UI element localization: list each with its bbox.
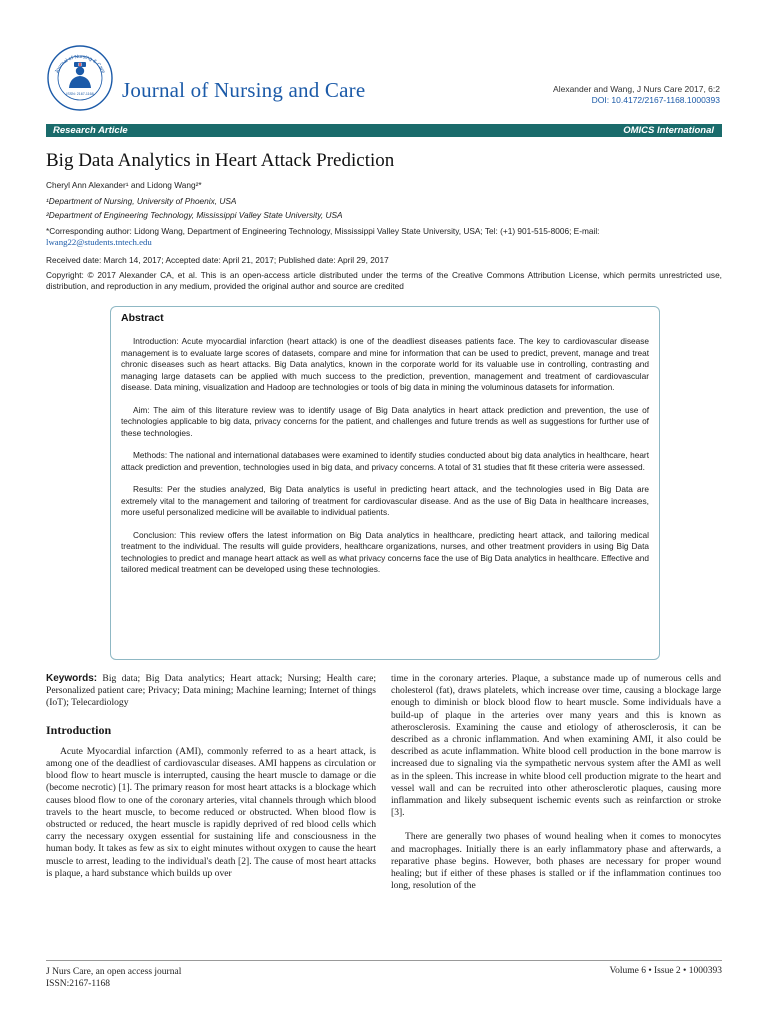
keywords-list: Big data; Big Data analytics; Heart attack; Nursing; Health care; Personalized patient care; Privacy; Data mining; Machine learning; Internet of things (IoT); Telecardiology xyxy=(46,673,376,709)
abstract-introduction: Introduction: Acute myocardial infarction (heart attack) is one of the deadliest diseases patients face. The key to cardiovascular disease management is to evaluate large scores of datasets, compare and mine for information that can be used to predict, prevent, manage and treat chronic diseases such as heart attacks. Big Data analytics, known in the corporate world for its valuable use in controlling, contrasting and managing large datasets can be applied with much success to the prediction, prevention, management and treatment of cardiovascular disease. Data mining, visualization and Hadoop are technologies or tools of big data in mining the voluminous datasets for information. xyxy=(121,336,649,392)
corresponding-author: *Corresponding author: Lidong Wang, Department of Engineering Technology, Mississippi Valley State University, USA; Tel: (+1) 901-515-8006; E-mail: lwang22@students.tntech.edu xyxy=(46,226,600,247)
abstract-methods: Methods: The national and international databases were examined to identify studies conducted about big data analytics in healthcare, heart attack prediction and prevention, technologies used in big data, and privacy concerns. A total of 31 studies that fit these criteria were assessed. xyxy=(121,450,649,472)
body-right-column xyxy=(391,673,721,892)
publisher-name: OMICS International xyxy=(623,125,714,136)
footer-journal-info xyxy=(46,966,181,990)
footer-divider xyxy=(46,960,722,961)
journal-title: Journal of Nursing and Care xyxy=(122,78,366,102)
article-dates: Received date: March 14, 2017; Accepted date: April 21, 2017; Published date: April 29, 2017 xyxy=(46,255,389,265)
footer-issn: ISSN:2167-1168 xyxy=(46,979,111,989)
intro-paragraph-3: There are generally two phases of wound healing when it comes to monocytes and macrophages. Initially there is an early inflammatory phase and afterwards, a reparative phase begins. However, both phases are necessary for proper wound healing; but if either of these phases is stalled or if the inflammation continues too long, resolution of the xyxy=(391,831,721,892)
keywords-label: Keywords: xyxy=(46,673,98,684)
introduction-heading: Introduction xyxy=(46,722,112,737)
abstract-results: Results: Per the studies analyzed, Big Data analytics is useful in predicting heart attack, and the technologies used in Big Data are extremely vital to the management and tailoring of treatment for cardiovascular disease. And as the use of Big Data in healthcare increases, more useful personalized medicine will be available to individual patients. xyxy=(121,484,649,517)
journal-logo xyxy=(46,44,114,112)
footer-volume: Volume 6 • Issue 2 • 1000393 xyxy=(609,966,722,976)
logo-ring-text: Journal of Nursing & Care xyxy=(53,53,107,75)
keywords xyxy=(46,673,376,710)
doi-link[interactable]: DOI: 10.4172/2167-1168.1000393 xyxy=(591,95,720,105)
abstract-aim: Aim: The aim of this literature review was to identify usage of Big Data analytics in heart attack prediction and prevention, the use of technologies applicable to big data, privacy concerns for the patient, and challenges and future trends as well as suggestions for further use of these technologies. xyxy=(121,404,649,438)
intro-paragraph-1: Acute Myocardial infarction (AMI), commonly referred to as a heart attack, is among one of the deadliest of cardiovascular diseases. AMI happens as circulation or blood flow to heart muscle is interrupted, causing the heart muscle to damage or die (become necrotic) [1]. The primary reason for most heart attacks is a blockage which causes blood flow to one of the coronary arteries, vital channels through which blood travels to the heart muscle, to become reduced or obstructed. When blood flow is obstructed or reduced, the heart muscle is rapidly deprived of red blood cells which carry the necessary oxygen essential for sustaining life and consciousness in the human body. It takes as few as six to eight minutes without oxygen to cause the heart muscle to arrest, leading to the individual's death [2]. The cause of most heart attacks is plaque, a hard substance which builds up over xyxy=(46,745,376,879)
citation-block xyxy=(553,84,720,106)
article-type-bar xyxy=(46,124,722,137)
abstract-conclusion: Conclusion: This review offers the latest information on Big Data analytics in healthcare, predicting heart attack, and tailoring medical treatment to the individual. The results will guide providers, healthcare organizations, nurses, and other treatment providers in using Big Data technologies to predict and manage heart attack as well as what privacy concerns face the use of Big Data analytics in healthcare. Effective and tailored medical treatment can be developed using these technologies. xyxy=(121,529,649,574)
intro-paragraph-2: time in the coronary arteries. Plaque, a substance made up of numerous cells and cholesterol (fat), draws platelets, which increase over time, causing a blockage large enough to diminish or block blood flow to heart muscle. Some individuals have a build-up of plaque in the arteries over many years and this is known as atherosclerosis. Examining the cause and etiology of atherosclerosis, it can be described as a chronic inflammation. And when examining AMI, it also could be described as acute inflammation. White blood cell production in the bone marrow is increased due to signaling via the sympathetic nervous system after the AMI as well as in the spleen. This increase in white blood cell production migrate to the heart and vessel wall and can be recruited into other atherosclerotic plaques, causing more inflammation and likely subsequent ischemic events such as reinfarction or stroke [3]. xyxy=(391,673,721,819)
body-left-column xyxy=(46,673,376,880)
paper-title: Big Data Analytics in Heart Attack Prediction xyxy=(46,150,395,171)
abstract-box xyxy=(110,306,660,660)
citation: Alexander and Wang, J Nurs Care 2017, 6:2 xyxy=(553,84,720,94)
affiliation-1: ¹Department of Nursing, University of Phoenix, USA xyxy=(46,196,237,206)
authors: Cheryl Ann Alexander¹ and Lidong Wang²* xyxy=(46,180,202,190)
author-email-link[interactable]: lwang22@students.tntech.edu xyxy=(46,237,152,247)
article-type: Research Article xyxy=(53,125,128,136)
abstract-heading: Abstract xyxy=(121,312,164,324)
footer-journal: J Nurs Care, an open access journal xyxy=(46,967,182,977)
logo-issn: ISSN: 2167-1168 xyxy=(66,92,94,96)
affiliation-2: ²Department of Engineering Technology, Mississippi Valley State University, USA xyxy=(46,210,343,220)
copyright-notice: Copyright: © 2017 Alexander CA, et al. This is an open-access article distributed under the terms of the Creative Commons Attribution License, which permits unrestricted use, distribution, and reproduction in any medium, provided the original author and source are credited xyxy=(46,270,722,291)
